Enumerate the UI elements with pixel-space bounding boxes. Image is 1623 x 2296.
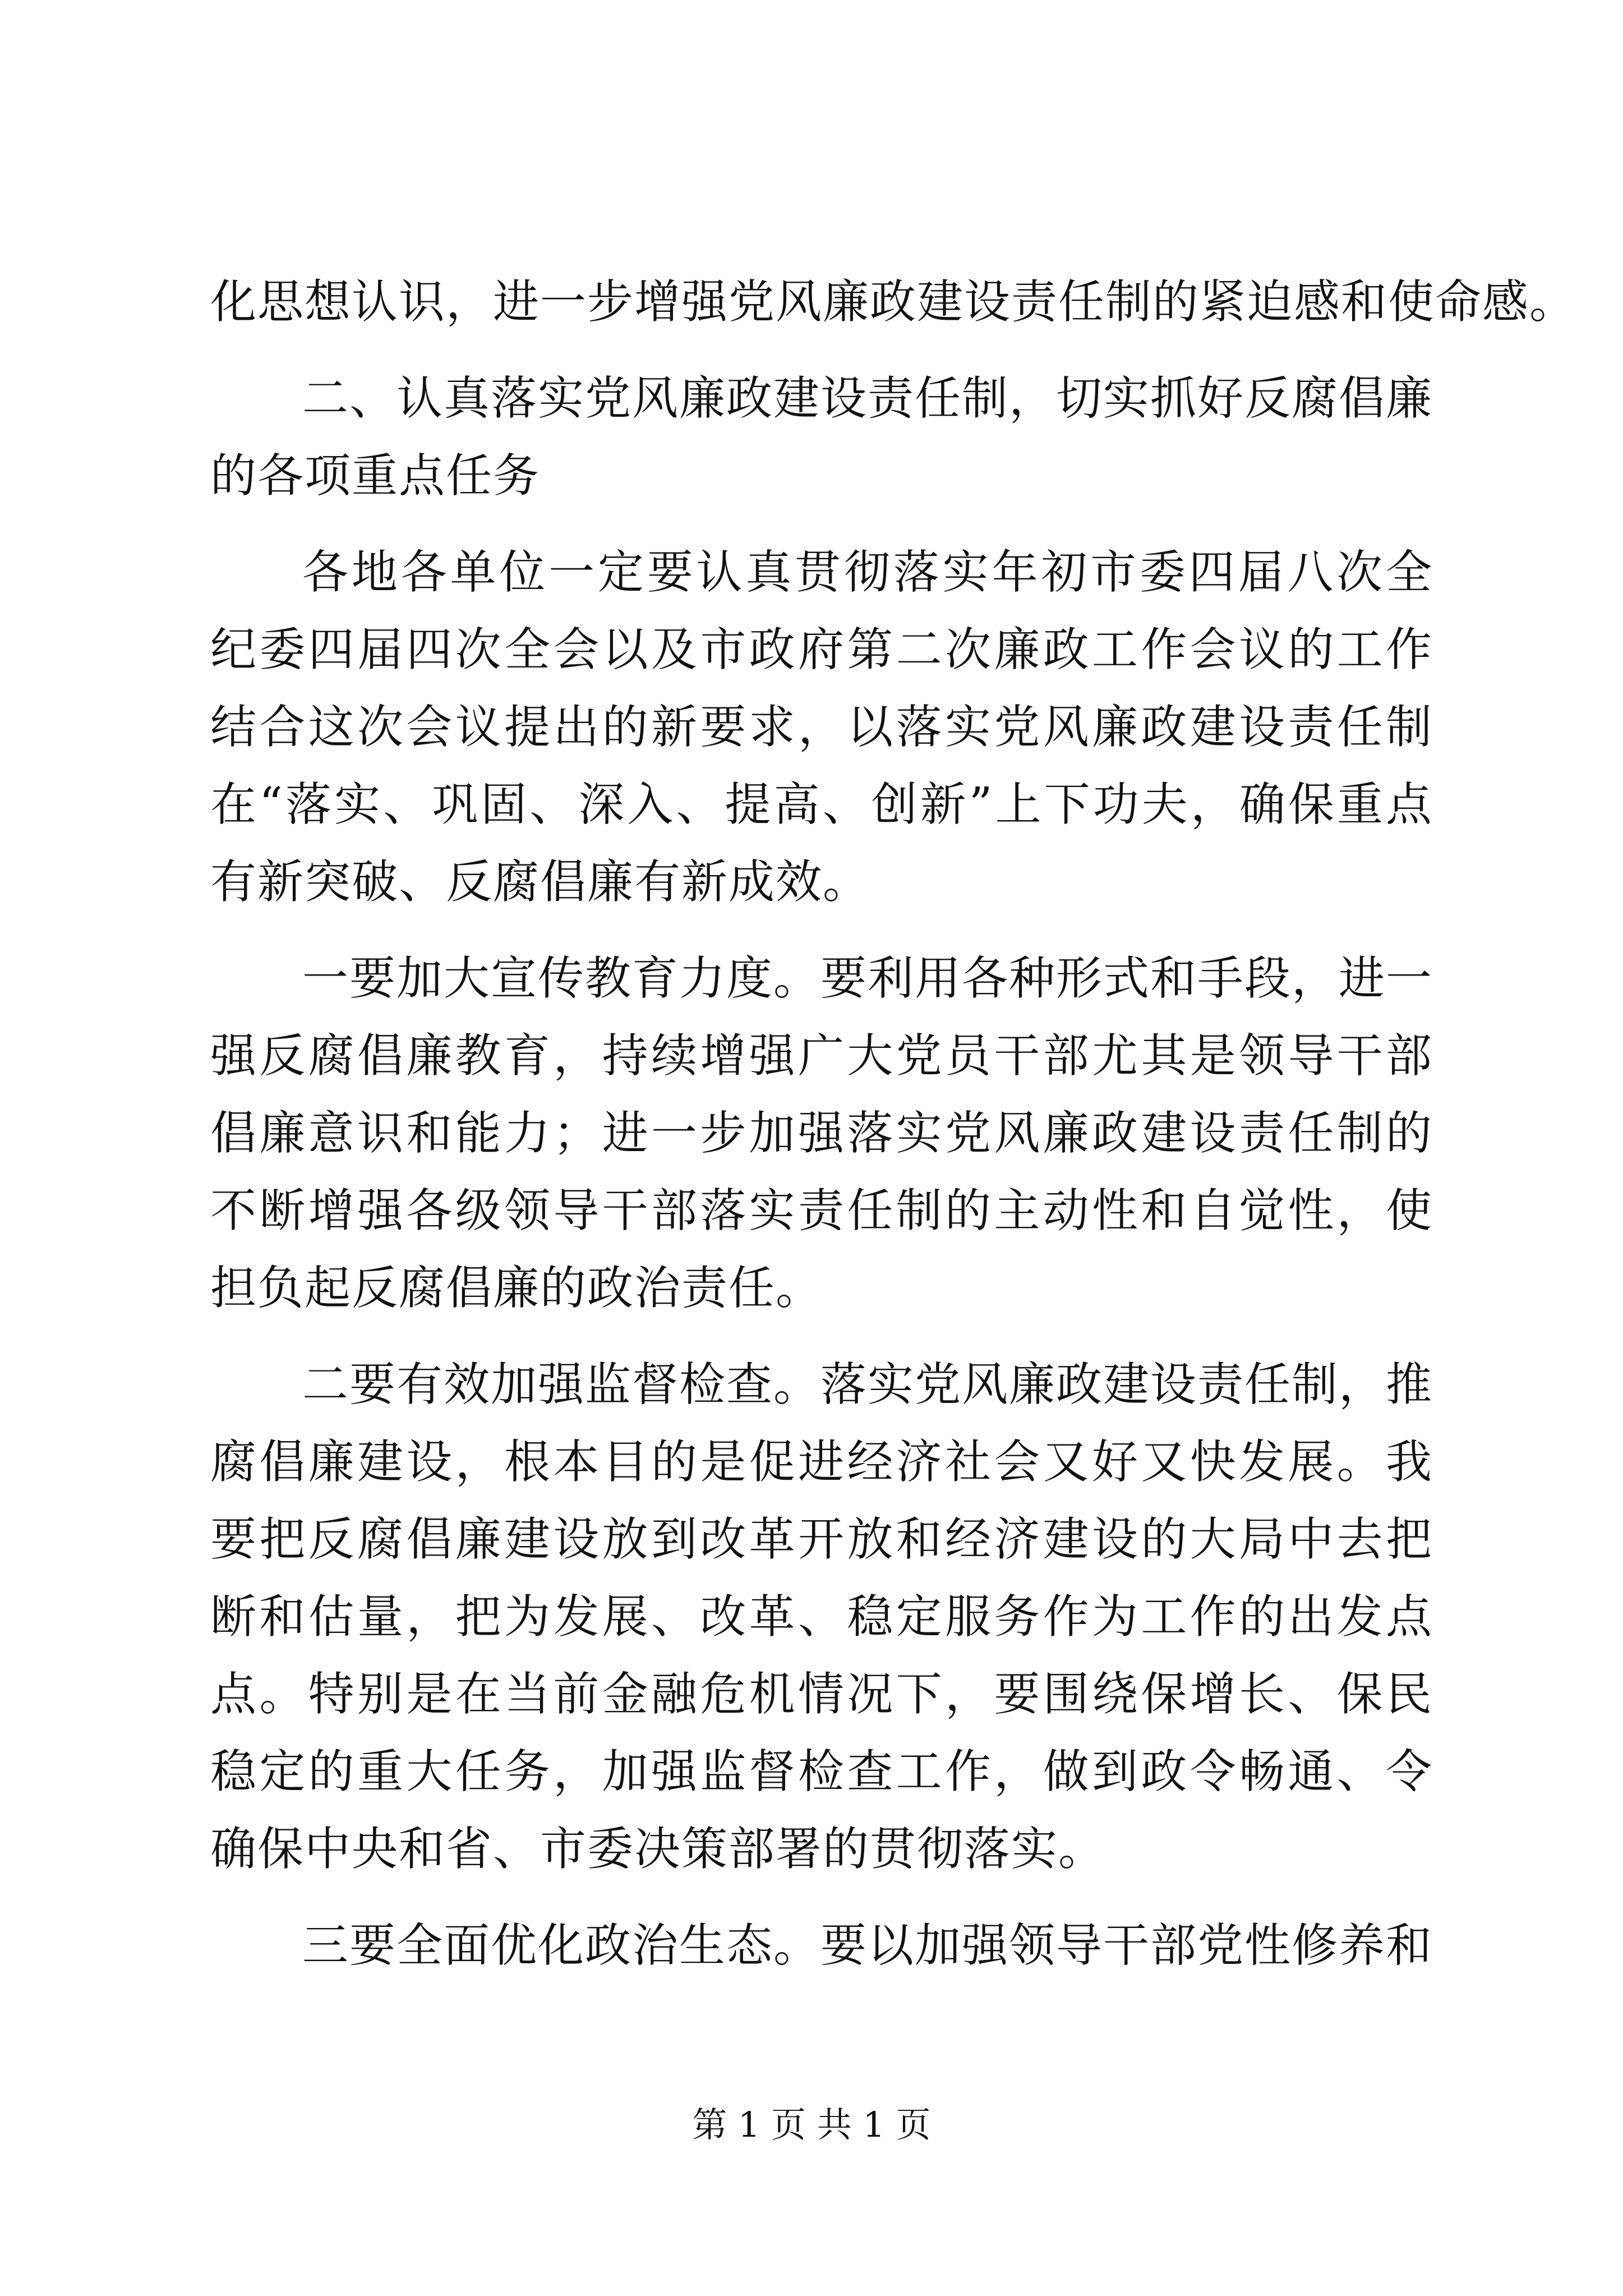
text-line: 确保中央和省、市委决策部署的贯彻落实。: [210, 1823, 1106, 1876]
text-line: 断和估量，把为发展、改革、稳定服务作为工作的出发点: [210, 1590, 1433, 1644]
paragraph: [210, 534, 1433, 921]
text-line: 二、认真落实党风廉政建设责任制，切实抓好反腐倡廉: [302, 372, 1433, 425]
text-line: 的各项重点任务: [210, 449, 541, 503]
text-line: 稳定的重大任务，加强监督检查工作，做到政令畅通、令: [210, 1745, 1433, 1798]
section-heading: [210, 360, 1433, 515]
text-line: 腐倡廉建设，根本目的是促进经济社会又好又快发展。我: [210, 1435, 1433, 1489]
text-line: 担负起反腐倡廉的政治责任。: [210, 1262, 823, 1315]
text-line: 一要加大宣传教育力度。要利用各种形式和手段，进一: [302, 952, 1433, 1005]
text-line: 纪委四届四次全会以及市政府第二次廉政工作会议的工作: [210, 623, 1433, 677]
text-line: 各地各单位一定要认真贯彻落实年初市委四届八次全: [302, 546, 1433, 599]
text-line: 要把反腐倡廉建设放到改革开放和经济建设的大局中去把: [210, 1513, 1433, 1566]
paragraph: [210, 1907, 1433, 1985]
text-line: 二要有效加强监督检查。落实党风廉政建设责任制，推: [302, 1358, 1433, 1411]
text-line: 三要全面优化政治生态。要以加强领导干部党性修养和: [302, 1919, 1433, 1972]
text-line: 结合这次会议提出的新要求，以落实党风廉政建设责任制: [210, 701, 1433, 754]
text-line: 在“落实、巩固、深入、提高、创新”上下功夫，确保重点: [210, 778, 1433, 831]
text-line: 倡廉意识和能力；进一步加强落实党风廉政建设责任制的: [210, 1107, 1433, 1160]
text-line: 不断增强各级领导干部落实责任制的主动性和自觉性，使: [210, 1184, 1433, 1237]
text-line: 有新突破、反腐倡廉有新成效。: [210, 855, 870, 909]
paragraph: [210, 264, 1577, 341]
page-footer: [0, 2097, 1623, 2147]
paragraph: [210, 940, 1433, 1327]
text-line: 点。特别是在当前金融危机情况下，要围绕保增长、保民: [210, 1668, 1433, 1721]
text-line: 化思想认识，进一步增强党风廉政建设责任制的紧迫感和使命感。: [210, 275, 1577, 329]
paragraph: [210, 1346, 1433, 1888]
text-line: 强反腐倡廉教育，持续增强广大党员干部尤其是领导干部: [210, 1029, 1433, 1083]
page-number-label: 第 1 页 共 1 页: [692, 2104, 931, 2145]
document-body: [210, 264, 1577, 1985]
